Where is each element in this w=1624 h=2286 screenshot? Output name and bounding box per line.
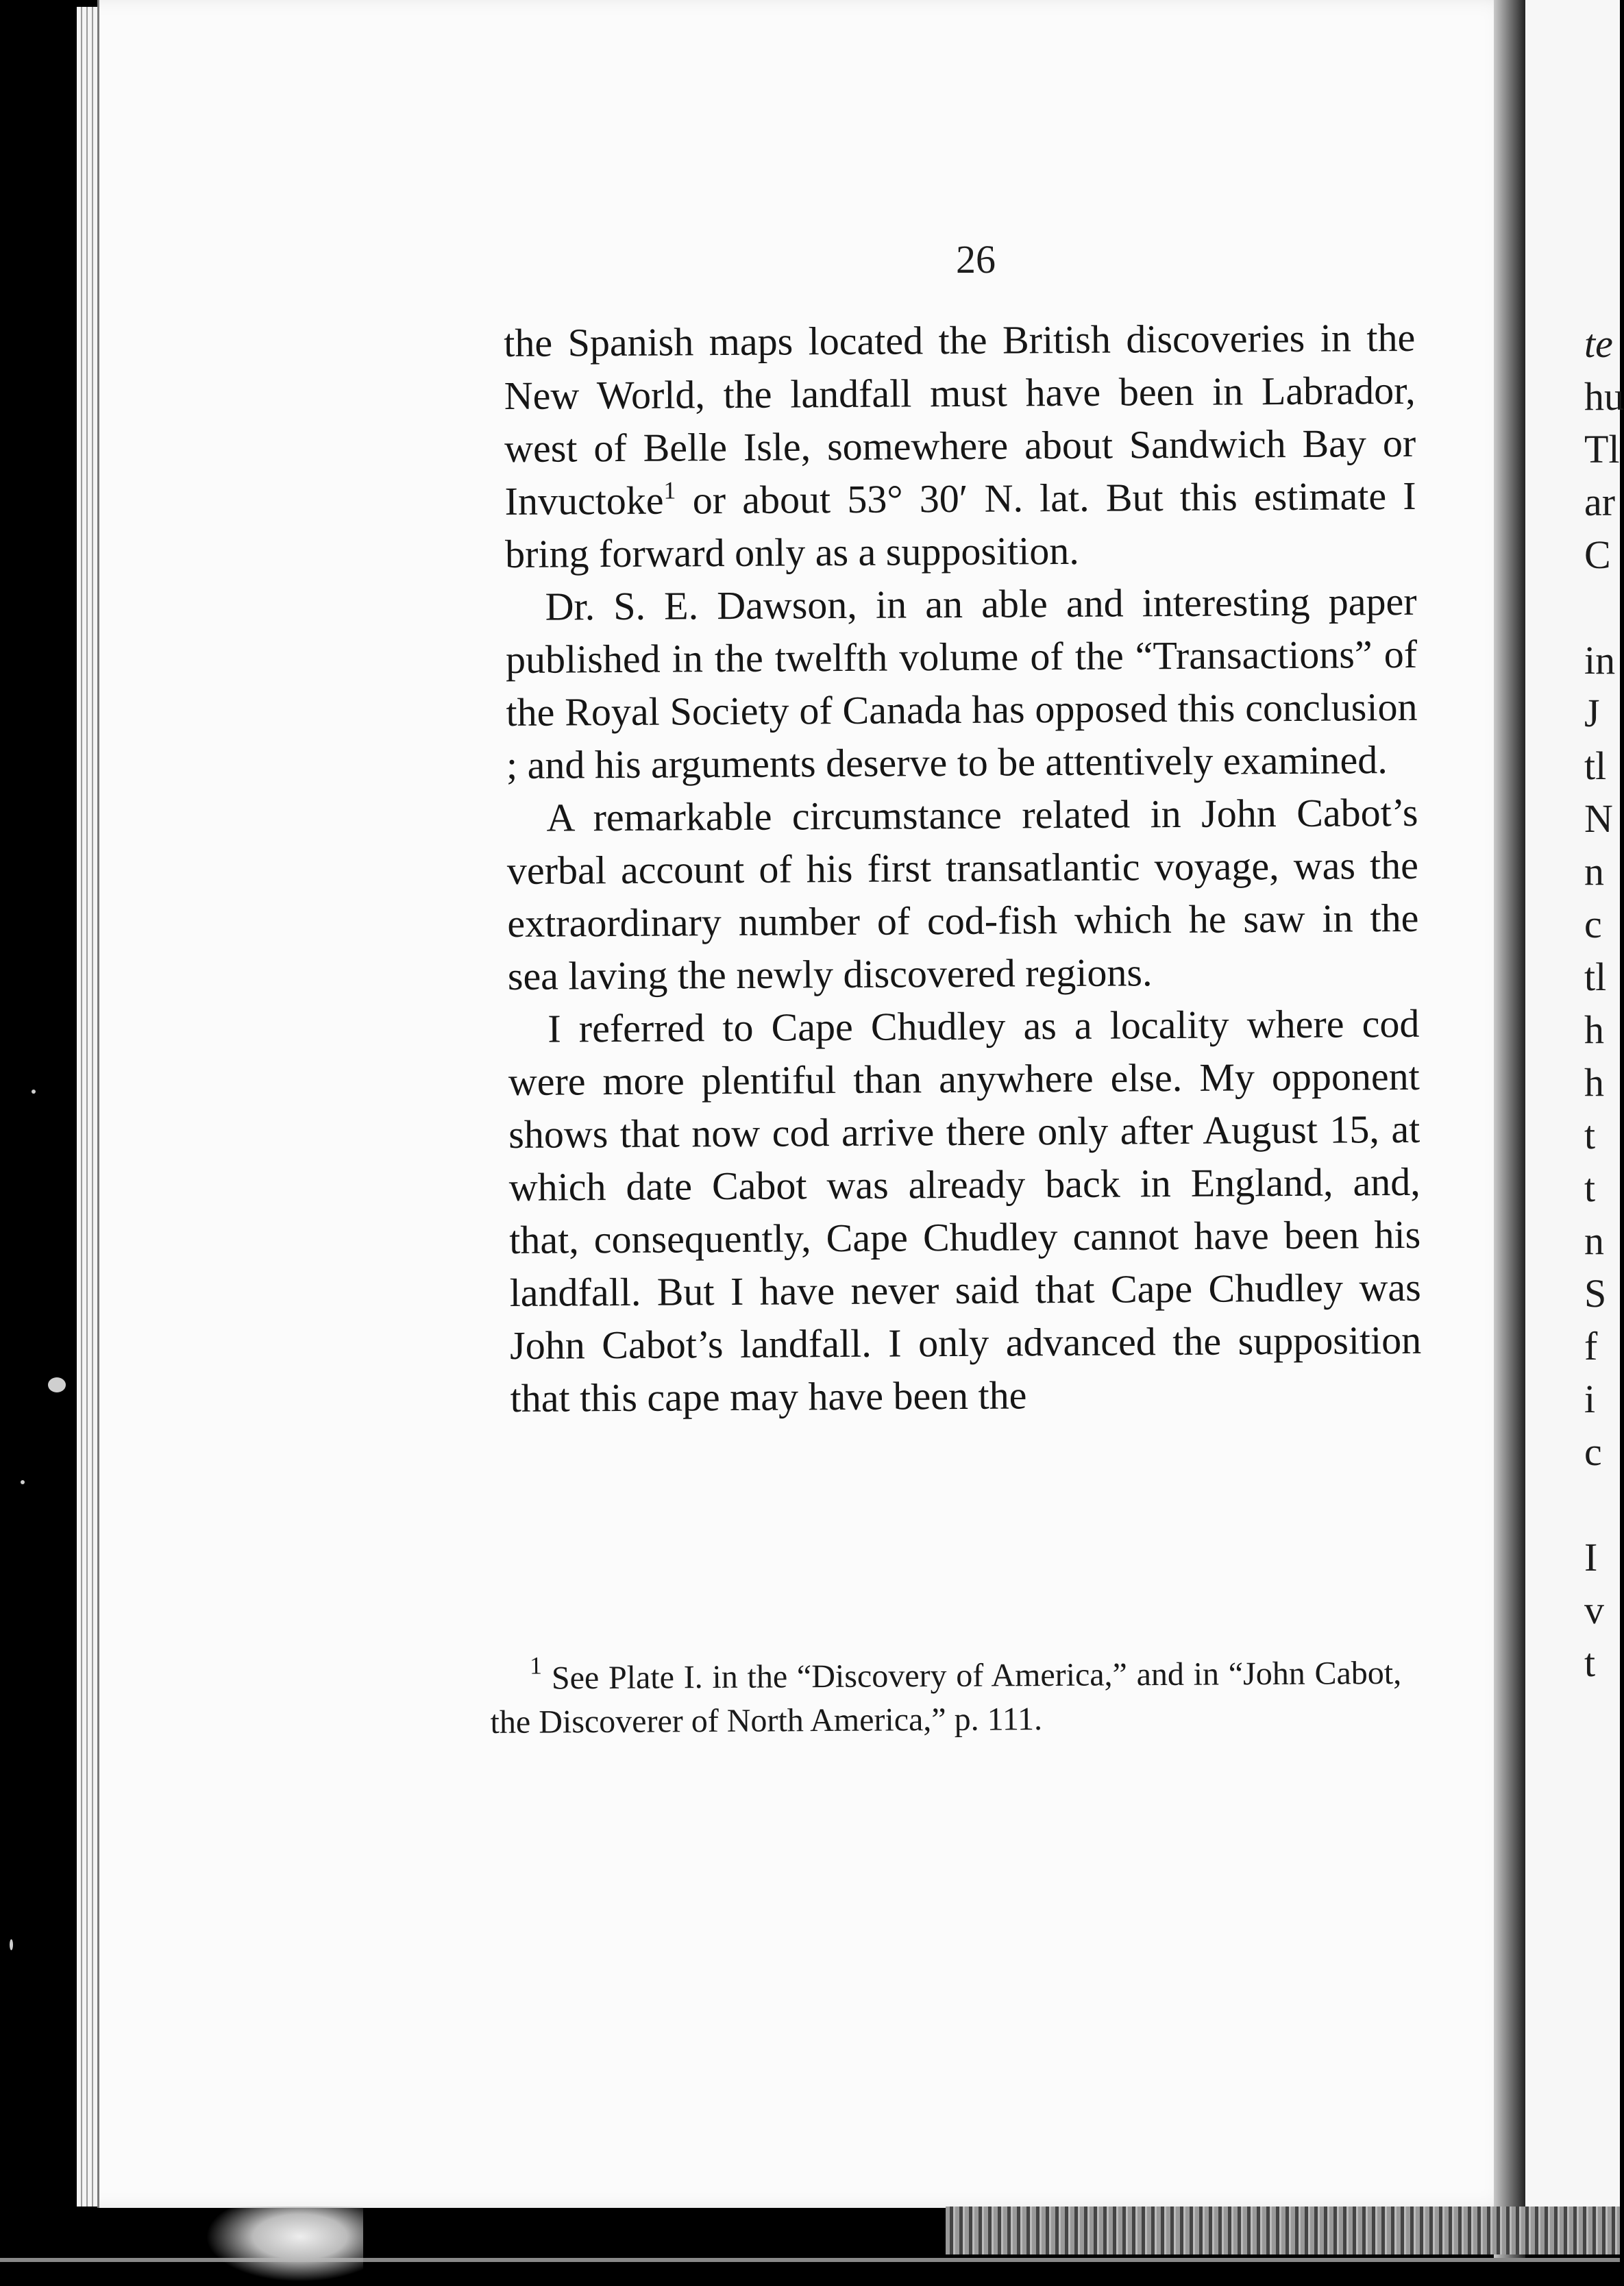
adjacent-fragment: J xyxy=(1584,691,1600,735)
scan-speck xyxy=(32,1090,36,1094)
adjacent-fragment: I xyxy=(1584,1535,1598,1580)
adjacent-fragment: tl xyxy=(1584,955,1607,999)
paper-fiber-debris xyxy=(206,2207,363,2282)
body-text xyxy=(504,311,1422,1425)
footnote-marker: 1 xyxy=(529,1651,543,1680)
footnote-text xyxy=(490,1651,1402,1745)
adjacent-fragment: i xyxy=(1584,1377,1596,1421)
adjacent-fragment: v xyxy=(1584,1588,1604,1632)
scan-speck xyxy=(10,1939,13,1950)
adjacent-fragment: t xyxy=(1584,1640,1596,1685)
adjacent-fragment: h xyxy=(1584,1060,1604,1105)
paragraph-text: the Spanish maps located the British discoveries in the New World, the landfall must have been in Labrador, west of Belle Isle, somewhere about Sandwich Bay or Invuctoke xyxy=(504,315,1416,524)
book-gutter xyxy=(1494,0,1525,2261)
adjacent-fragment: n xyxy=(1584,1218,1604,1263)
paragraph: I referred to Cape Chudley as a locality where cod were more plentiful than anywhere else. My opponent shows that now cod arrive there only after August 15, at which date Cabot was already back in England, and, that, consequently, Cape Chudley cannot have been his landfall. But I have never said that Cape Chudley was John Cabot’s landfall. I only advanced the supposition that this cape may have been the xyxy=(508,1000,1422,1421)
paragraph-text: or about 53° 30′ N. lat. But this estimate I bring forward only as a supposition. xyxy=(504,473,1416,576)
adjacent-fragment: t xyxy=(1584,1113,1596,1157)
adjacent-fragment: N xyxy=(1584,796,1613,841)
adjacent-fragment: h xyxy=(1584,1007,1604,1052)
adjacent-fragment: te xyxy=(1584,321,1613,366)
adjacent-fragment: Tl xyxy=(1584,427,1620,471)
adjacent-fragment: in xyxy=(1584,638,1616,683)
adjacent-fragment: c xyxy=(1584,1429,1602,1474)
adjacent-fragment: tl xyxy=(1584,743,1607,788)
paragraph: Dr. S. E. Dawson, in an able and interesting paper published in the twelfth volume of the “Transactions” of the Royal Society of Canada has opposed this conclusion ; and his arguments deserve to be attentively examined. xyxy=(505,578,1418,787)
adjacent-fragment: hu xyxy=(1584,374,1624,419)
footnote-body: See Plate I. in the “Discovery of America,” and in “John Cabot, the Discoverer of North America,” p. 111. xyxy=(490,1654,1402,1741)
footnote xyxy=(490,1651,1402,1745)
page-number: 26 xyxy=(956,237,996,282)
scan-edge-band xyxy=(946,2207,1620,2254)
adjacent-page xyxy=(1525,0,1624,2234)
adjacent-fragment: S xyxy=(1584,1271,1607,1316)
footnote-reference: 1 xyxy=(663,476,676,504)
paragraph: A remarkable circumstance related in John Cabot’s verbal account of his first transatlantic voyage, was the extraordinary number of cod-fish which he saw in the sea laving the newly discovered regions. xyxy=(506,789,1419,998)
adjacent-fragment: c xyxy=(1584,902,1602,946)
adjacent-fragment: t xyxy=(1584,1166,1596,1210)
adjacent-fragment: n xyxy=(1584,849,1604,894)
paragraph xyxy=(504,311,1416,580)
scan-speck xyxy=(48,1377,66,1392)
scan-speck xyxy=(21,1480,25,1484)
adjacent-fragment: f xyxy=(1584,1324,1598,1368)
adjacent-fragment: ar xyxy=(1584,480,1616,524)
adjacent-fragment: C xyxy=(1584,532,1611,577)
